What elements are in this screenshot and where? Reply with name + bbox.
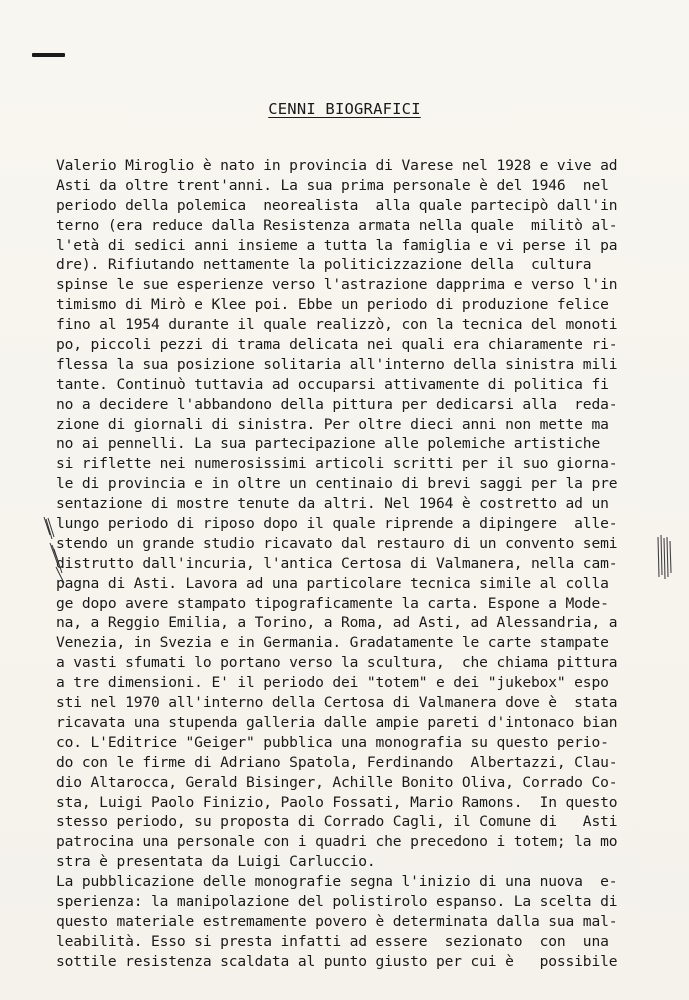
text-line: ge dopo avere stampato tipograficamente la carta. Espone a Mode-: [56, 594, 609, 612]
text-line: sti nel 1970 all'interno della Certosa di Valmanera dove è stata: [56, 694, 618, 712]
text-line: sottile resistenza scaldata al punto giusto per cui è possibile: [56, 952, 618, 970]
pen-scratch-mark: [40, 515, 66, 585]
text-line: distrutto dall'incuria, l'antica Certosa di Valmanera, nella cam-: [56, 554, 618, 572]
text-line: sta, Luigi Paolo Finizio, Paolo Fossati, Mario Ramons. In questo: [56, 793, 618, 811]
text-line: co. L'Editrice "Geiger" pubblica una monografia su questo perio-: [56, 733, 609, 751]
dash-mark: [32, 53, 65, 57]
text-line: na, a Reggio Emilia, a Torino, a Roma, ad Asti, ad Alessandria, a: [56, 614, 618, 632]
page-title: CENNI BIOGRAFICI: [268, 100, 421, 118]
text-line: timismo di Mirò e Klee poi. Ebbe un periodo di produzione felice: [56, 296, 609, 314]
text-line: lungo periodo di riposo dopo il quale riprende a dipingere alle-: [56, 515, 618, 533]
pen-scratch-mark: [655, 535, 673, 580]
text-line: l'età di sedici anni insieme a tutta la famiglia e vi perse il pa: [56, 236, 618, 254]
text-line: no a decidere l'abbandono della pittura per dedicarsi alla reda-: [56, 395, 618, 413]
text-line: zione di giornali di sinistra. Per oltre dieci anni non mette ma: [56, 415, 609, 433]
text-line: La pubblicazione delle monografie segna l'inizio di una nuova e-: [56, 873, 618, 891]
text-line: stra è presentata da Luigi Carluccio.: [56, 853, 376, 871]
text-line: pagna di Asti. Lavora ad una particolare tecnica simile al colla: [56, 574, 609, 592]
text-line: dio Altarocca, Gerald Bisinger, Achille Bonito Oliva, Corrado Co-: [56, 773, 618, 791]
text-line: sentazione di mostre tenute da altri. Nel 1964 è costretto ad un: [56, 495, 609, 513]
text-line: patrocina una personale con i quadri che precedono i totem; la mo: [56, 833, 618, 851]
text-line: leabilità. Esso si presta infatti ad essere sezionato con una: [56, 932, 609, 950]
text-line: Venezia, in Svezia e in Germania. Gradatamente le carte stampate: [56, 634, 609, 652]
text-line: a vasti sfumati lo portano verso la scultura, che chiama pittura: [56, 654, 618, 672]
text-line: si riflette nei numerosissimi articoli scritti per il suo giorna-: [56, 455, 618, 473]
text-line: stesso periodo, su proposta di Corrado Cagli, il Comune di Asti: [56, 813, 618, 831]
text-line: dre). Rifiutando nettamente la politicizzazione della cultura: [56, 256, 592, 274]
biography-text: [56, 156, 656, 972]
text-line: spinse le sue esperienze verso l'astrazione dapprima e verso l'in: [56, 276, 618, 294]
text-line: stendo un grande studio ricavato dal restauro di un convento semi: [56, 534, 618, 552]
text-line: flessa la sua posizione solitaria all'interno della sinistra mili: [56, 355, 618, 373]
text-line: Asti da oltre trent'anni. La sua prima personale è del 1946 nel: [56, 176, 609, 194]
text-line: Valerio Miroglio è nato in provincia di Varese nel 1928 e vive ad: [56, 157, 618, 174]
text-line: a tre dimensioni. E' il periodo dei "totem" e dei "jukebox" espo: [56, 674, 609, 692]
text-line: periodo della polemica neorealista alla quale partecipò dall'in: [56, 196, 618, 214]
text-line: sperienza: la manipolazione del polistirolo espanso. La scelta di: [56, 892, 618, 910]
text-line: fino al 1954 durante il quale realizzò, con la tecnica del monoti: [56, 316, 618, 334]
text-line: questo materiale estremamente povero è determinata dalla sua mal-: [56, 912, 618, 930]
text-line: no ai pennelli. La sua partecipazione alle polemiche artistiche: [56, 435, 601, 453]
text-line: le di provincia e in oltre un centinaio di brevi saggi per la pre: [56, 475, 618, 493]
text-line: do con le firme di Adriano Spatola, Ferdinando Albertazzi, Clau-: [56, 753, 618, 771]
text-line: terno (era reduce dalla Resistenza armata nella quale militò al-: [56, 216, 618, 234]
text-line: tante. Continuò tuttavia ad occuparsi attivamente di politica fi: [56, 375, 609, 393]
text-line: po, piccoli pezzi di trama delicata nei quali era chiaramente ri-: [56, 336, 618, 354]
text-line: ricavata una stupenda galleria dalle ampie pareti d'intonaco bian: [56, 713, 618, 731]
